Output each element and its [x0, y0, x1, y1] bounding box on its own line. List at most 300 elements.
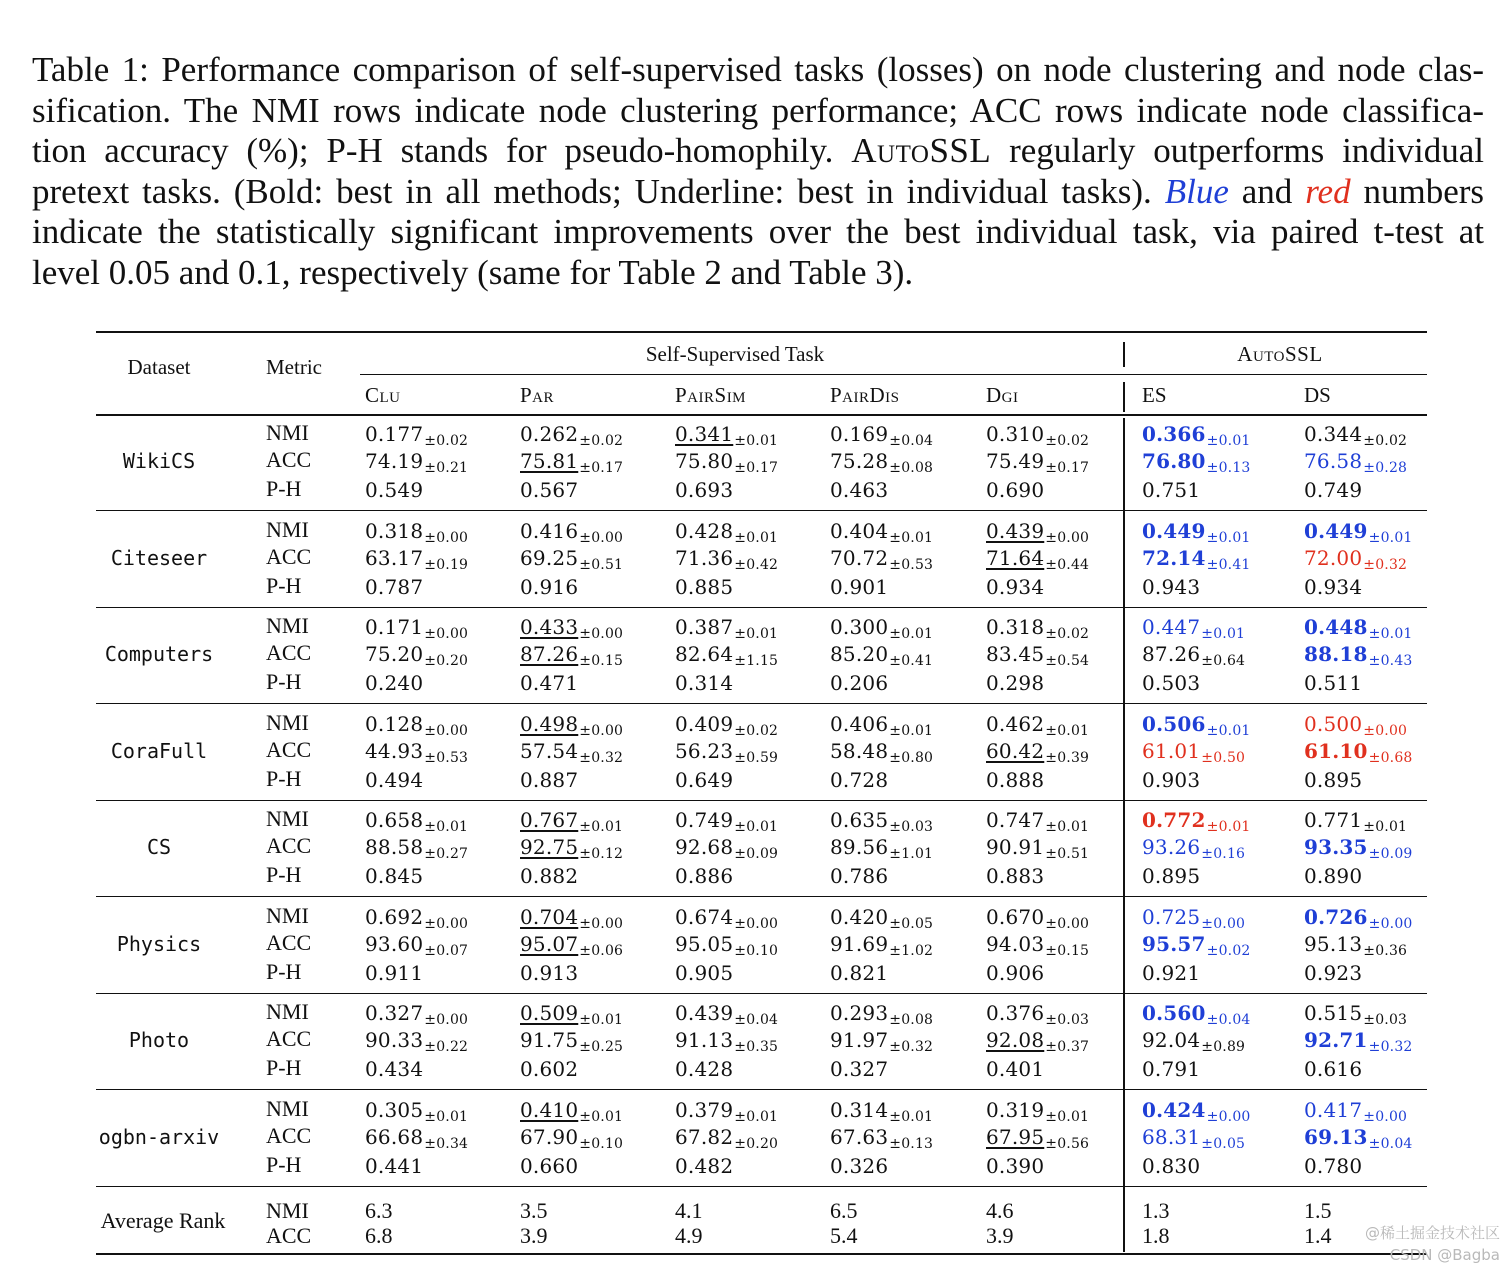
cell-std: ±0.36 — [1363, 942, 1408, 959]
table-cell — [830, 712, 933, 739]
cell-std: ±0.00 — [579, 529, 624, 546]
row-group-rule — [96, 1089, 1427, 1090]
cell-value: 0.934 — [1304, 574, 1363, 599]
cell-value: 0.787 — [365, 574, 424, 599]
table-cell — [830, 615, 933, 642]
average-rank-cell: 6.8 — [365, 1223, 393, 1248]
cell-value: 0.169 — [830, 422, 889, 446]
table-cell — [520, 808, 623, 835]
watermark-line-2: CSDN @Bagba — [1389, 1246, 1500, 1264]
cell-value: 56.23 — [675, 738, 734, 763]
cell-value: 0.602 — [520, 1057, 579, 1081]
table-cell — [986, 642, 1089, 669]
dataset-name: Computers — [104, 642, 214, 666]
metric-label: ACC — [266, 1026, 312, 1051]
cell-value: 0.171 — [365, 615, 424, 639]
table-cell — [365, 478, 423, 502]
cell-value: 95.07 — [520, 931, 579, 956]
table-cell — [1304, 932, 1407, 959]
cell-value: 0.240 — [365, 671, 424, 695]
table-cell — [675, 1125, 778, 1152]
cell-value: 0.901 — [830, 574, 889, 599]
table-cell — [1142, 1001, 1251, 1028]
cell-std: ±0.05 — [1201, 1135, 1246, 1152]
cell-std: ±0.17 — [734, 460, 779, 476]
cell-std: ±0.02 — [734, 722, 779, 739]
table-cell — [675, 478, 733, 502]
table-cell — [986, 905, 1089, 932]
cell-std: ±0.01 — [734, 433, 779, 449]
cell-std: ±0.00 — [1206, 1108, 1251, 1125]
cell-value: 0.923 — [1304, 960, 1363, 985]
cell-std: ±0.34 — [424, 1135, 469, 1152]
cell-value: 0.428 — [675, 1057, 734, 1081]
cell-std: ±0.02 — [1206, 942, 1251, 959]
metric-label: P-H — [266, 476, 302, 501]
cell-value: 74.19 — [365, 449, 424, 473]
cell-value: 0.434 — [365, 1057, 424, 1081]
average-rank-cell: 5.4 — [830, 1223, 858, 1248]
table-cell — [520, 575, 578, 599]
table-cell — [986, 546, 1089, 573]
table-cell — [675, 449, 778, 476]
table-cell — [1142, 449, 1251, 476]
table-cell — [675, 835, 778, 862]
table-cell — [986, 1154, 1044, 1178]
cell-value: 94.03 — [986, 931, 1045, 956]
dataset-name: CoraFull — [110, 738, 208, 763]
metric-label: ACC — [266, 929, 312, 955]
metric-label: NMI — [266, 806, 309, 831]
cell-value: 0.318 — [365, 518, 424, 543]
cell-std: ±0.20 — [734, 1135, 779, 1152]
cell-std: ±0.27 — [424, 846, 469, 862]
cell-value: 0.503 — [1142, 671, 1201, 695]
cell-value: 0.726 — [1304, 904, 1368, 929]
cell-value: 0.560 — [1142, 1001, 1206, 1025]
vertical-separator-header — [1123, 342, 1125, 367]
average-rank-cell: 1.8 — [1142, 1223, 1170, 1248]
cell-value: 75.20 — [365, 642, 424, 666]
cell-value: 0.845 — [365, 864, 424, 888]
cell-std: ±0.68 — [1368, 749, 1413, 766]
table-cell — [520, 864, 578, 888]
cell-std: ±0.32 — [1368, 1039, 1413, 1055]
cell-value: 0.693 — [675, 478, 734, 502]
table-cell — [986, 575, 1044, 599]
column-header-pairsim: PairSim — [675, 383, 747, 407]
cell-std: ±0.25 — [579, 1039, 624, 1055]
cell-std: ±0.17 — [579, 460, 624, 476]
table-cell — [675, 519, 778, 546]
average-rank-cell: 4.6 — [986, 1198, 1014, 1223]
cell-std: ±0.00 — [424, 529, 469, 546]
cell-value: 92.68 — [675, 835, 734, 859]
table-cell — [365, 422, 468, 449]
table-cell — [675, 615, 778, 642]
table-cell — [1304, 546, 1407, 573]
cell-std: ±0.44 — [1045, 556, 1090, 573]
cell-value: 69.25 — [520, 545, 579, 570]
cell-value: 0.890 — [1304, 864, 1363, 888]
cell-value: 0.916 — [520, 574, 579, 599]
cell-std: ±0.42 — [734, 556, 779, 573]
cell-value: 71.36 — [675, 545, 734, 570]
vertical-separator-body — [1123, 418, 1125, 1252]
table-cell — [365, 1028, 468, 1055]
table-cell — [365, 1154, 423, 1178]
table-cell — [986, 932, 1089, 959]
cell-value: 0.690 — [986, 478, 1045, 502]
table-cell — [986, 615, 1089, 642]
cell-std: ±0.00 — [424, 626, 469, 642]
column-header-es: ES — [1142, 383, 1167, 407]
average-rank-cell: 4.9 — [675, 1223, 703, 1248]
cell-std: ±0.00 — [1045, 915, 1090, 932]
metric-label: P-H — [266, 669, 302, 694]
table-cell — [1142, 575, 1200, 599]
metric-label: NMI — [266, 516, 309, 542]
table-cell — [1142, 712, 1251, 739]
cell-value: 91.13 — [675, 1028, 734, 1052]
cell-value: 0.549 — [365, 478, 424, 502]
cell-value: 69.13 — [1304, 1124, 1368, 1149]
cell-std: ±0.37 — [1045, 1039, 1090, 1055]
cell-value: 67.90 — [520, 1124, 579, 1149]
cell-value: 0.379 — [675, 1097, 734, 1122]
cell-std: ±0.01 — [1368, 529, 1413, 546]
table-caption — [32, 50, 1484, 293]
cell-std: ±0.32 — [579, 749, 624, 766]
table-cell — [830, 739, 933, 766]
table-cell — [675, 575, 733, 599]
cell-std: ±0.01 — [734, 529, 779, 546]
table-cell — [1304, 1125, 1413, 1152]
table-cell — [1304, 449, 1407, 476]
vertical-separator-colheader — [1123, 382, 1125, 412]
cell-value: 88.18 — [1304, 642, 1368, 666]
cell-std: ±0.01 — [579, 1108, 624, 1125]
table-cell — [830, 1028, 933, 1055]
metric-label: ACC — [266, 736, 312, 762]
table-cell — [675, 808, 778, 835]
dataset-name: Physics — [116, 931, 202, 956]
row-group-rule — [96, 510, 1427, 511]
cell-std: ±0.00 — [579, 915, 624, 932]
cell-value: 85.20 — [830, 642, 889, 666]
table-cell — [365, 1001, 468, 1028]
table-cell — [1142, 1028, 1245, 1055]
cell-std: ±0.07 — [424, 942, 469, 959]
cell-value: 0.921 — [1142, 960, 1201, 985]
table-cell — [1304, 864, 1362, 888]
table-cell — [1142, 864, 1200, 888]
cell-value: 0.314 — [675, 671, 734, 695]
table-cell — [675, 546, 778, 573]
cell-value: 75.81 — [520, 449, 579, 473]
cell-value: 0.943 — [1142, 574, 1201, 599]
cell-std: ±0.02 — [1045, 433, 1090, 449]
cell-std: ±0.54 — [1045, 653, 1090, 669]
cell-std: ±0.00 — [1201, 915, 1246, 932]
cell-std: ±0.32 — [1363, 556, 1408, 573]
cell-std: ±0.00 — [424, 915, 469, 932]
cell-value: 72.00 — [1304, 545, 1363, 570]
table-cell — [520, 768, 578, 792]
cell-value: 63.17 — [365, 545, 424, 570]
metric-label: ACC — [266, 447, 312, 472]
cell-value: 68.31 — [1142, 1124, 1201, 1149]
table-cell — [1304, 712, 1407, 739]
table-cell — [365, 961, 423, 985]
cell-value: 90.33 — [365, 1028, 424, 1052]
table-cell — [365, 642, 468, 669]
cell-std: ±0.00 — [579, 722, 624, 739]
cell-value: 0.409 — [675, 711, 734, 736]
caption-line-3: tion accuracy (%); P-H stands for pseudo-homophily. AutoSSL regularly outperforms individual — [32, 131, 1485, 170]
table-cell — [986, 519, 1089, 546]
table-cell — [830, 449, 933, 476]
cell-std: ±0.80 — [889, 749, 934, 766]
cell-std: ±0.01 — [1045, 1108, 1090, 1125]
row-group-rule — [96, 703, 1427, 704]
cell-value: 0.449 — [1142, 518, 1206, 543]
table-cell — [520, 478, 578, 502]
cell-std: ±1.15 — [734, 653, 779, 669]
table-cell — [365, 835, 468, 862]
cell-value: 0.515 — [1304, 1001, 1363, 1025]
table-cell — [1304, 739, 1413, 766]
table-cell — [986, 1125, 1089, 1152]
cell-std: ±0.04 — [889, 433, 934, 449]
table-cell — [830, 642, 933, 669]
cell-value: 0.300 — [830, 615, 889, 639]
table-cell — [520, 739, 623, 766]
cell-value: 92.04 — [1142, 1028, 1201, 1052]
table-cell — [1304, 1001, 1407, 1028]
cell-value: 0.616 — [1304, 1057, 1363, 1081]
cell-value: 0.887 — [520, 767, 579, 792]
cell-value: 0.658 — [365, 808, 424, 832]
cell-value: 0.327 — [830, 1057, 889, 1081]
cell-value: 0.885 — [675, 574, 734, 599]
cell-value: 0.747 — [986, 808, 1045, 832]
cell-std: ±0.04 — [1206, 1012, 1251, 1028]
table-cell — [1304, 905, 1413, 932]
table-cell — [520, 519, 623, 546]
cell-value: 75.49 — [986, 449, 1045, 473]
cell-std: ±0.28 — [1363, 460, 1408, 476]
table-cell — [1142, 739, 1245, 766]
table-cell — [830, 808, 933, 835]
table-cell — [1142, 808, 1251, 835]
table-cell — [1304, 835, 1413, 862]
table-cell — [365, 864, 423, 888]
cell-value: 0.326 — [830, 1153, 889, 1178]
cell-value: 95.05 — [675, 931, 734, 956]
cell-value: 0.298 — [986, 671, 1045, 695]
cell-value: 93.60 — [365, 931, 424, 956]
table-cell — [986, 422, 1089, 449]
table-cell — [365, 575, 423, 599]
cell-std: ±0.00 — [734, 915, 779, 932]
column-header-par: Par — [520, 383, 555, 407]
table-cell — [986, 1057, 1044, 1081]
cell-std: ±0.01 — [424, 1108, 469, 1125]
table-cell — [986, 961, 1044, 985]
table-cell — [1304, 422, 1407, 449]
cell-value: 88.58 — [365, 835, 424, 859]
cell-std: ±0.00 — [424, 1012, 469, 1028]
cell-value: 0.749 — [1304, 478, 1363, 502]
cell-std: ±0.09 — [734, 846, 779, 862]
cell-std: ±0.01 — [889, 1108, 934, 1125]
cell-std: ±0.00 — [579, 626, 624, 642]
cell-value: 0.439 — [986, 518, 1045, 543]
cell-std: ±0.64 — [1201, 653, 1246, 669]
table-cell — [675, 905, 778, 932]
caption-line-6: level 0.05 and 0.1, respectively (same for Table 2 and Table 3). — [32, 252, 914, 292]
table-cell — [830, 864, 888, 888]
cell-value: 0.883 — [986, 864, 1045, 888]
cell-value: 0.660 — [520, 1153, 579, 1178]
table-cell — [365, 519, 468, 546]
cell-value: 0.314 — [830, 1097, 889, 1122]
table-cell — [986, 1001, 1089, 1028]
table-cell — [675, 1154, 733, 1178]
table-cell — [675, 642, 778, 669]
cell-value: 0.293 — [830, 1001, 889, 1025]
cell-value: 0.771 — [1304, 808, 1363, 832]
table-cell — [520, 615, 623, 642]
cell-value: 76.58 — [1304, 449, 1363, 473]
table-cell — [830, 546, 933, 573]
cell-std: ±0.51 — [579, 556, 624, 573]
table-cell — [675, 671, 733, 695]
table-cell — [520, 1125, 623, 1152]
table-cell — [1304, 808, 1407, 835]
cell-std: ±0.00 — [1368, 915, 1413, 932]
cell-std: ±0.12 — [579, 846, 624, 862]
table-cell — [520, 1028, 623, 1055]
metric-label: NMI — [266, 1095, 309, 1121]
cell-std: ±0.01 — [889, 529, 934, 546]
cell-value: 0.471 — [520, 671, 579, 695]
table-cell — [986, 739, 1089, 766]
metric-label: P-H — [266, 1151, 302, 1177]
cell-std: ±0.05 — [889, 915, 934, 932]
cell-value: 0.692 — [365, 904, 424, 929]
cell-value: 0.886 — [675, 864, 734, 888]
cell-value: 0.128 — [365, 711, 424, 736]
average-rank-label: Average Rank — [100, 1208, 226, 1233]
dataset-name: Citeseer — [110, 545, 208, 570]
cell-std: ±0.51 — [1045, 846, 1090, 862]
cell-value: 93.26 — [1142, 835, 1201, 859]
table-cell — [830, 671, 888, 695]
cell-value: 61.01 — [1142, 738, 1201, 763]
average-rank-cell: 1.3 — [1142, 1198, 1170, 1223]
cell-value: 0.911 — [365, 960, 424, 985]
cell-value: 0.390 — [986, 1153, 1045, 1178]
metric-label: P-H — [266, 765, 302, 791]
cell-value: 0.206 — [830, 671, 889, 695]
table-cell — [830, 1125, 933, 1152]
cell-value: 0.305 — [365, 1097, 424, 1122]
metric-label: ACC — [266, 1122, 312, 1148]
dataset-name: ogbn-arxiv — [98, 1124, 220, 1149]
cell-std: ±0.03 — [1363, 1012, 1408, 1028]
cell-value: 92.75 — [520, 835, 579, 859]
cell-value: 0.441 — [365, 1153, 424, 1178]
metric-label: P-H — [266, 862, 302, 887]
metric-label: NMI — [266, 613, 309, 638]
table-cell — [1304, 1098, 1407, 1125]
cell-std: ±1.01 — [889, 846, 934, 862]
caption-line-5: indicate the statistically significant improvements over the best individual task, via paired t-test at — [32, 212, 1484, 251]
cell-value: 0.882 — [520, 864, 579, 888]
row-group-rule — [96, 800, 1427, 801]
table-cell — [830, 519, 933, 546]
top-rule — [96, 331, 1427, 333]
metric-label: NMI — [266, 420, 309, 445]
cell-value: 0.341 — [675, 422, 734, 446]
cell-value: 0.905 — [675, 960, 734, 985]
cell-value: 0.401 — [986, 1057, 1045, 1081]
cell-std: ±0.01 — [889, 722, 934, 739]
table-cell — [986, 1028, 1089, 1055]
cell-value: 91.97 — [830, 1028, 889, 1052]
cell-std: ±0.01 — [1045, 722, 1090, 739]
table-cell — [1142, 932, 1251, 959]
table-cell — [1304, 768, 1362, 792]
cell-std: ±0.01 — [1206, 722, 1251, 739]
table-cell — [1142, 1057, 1200, 1081]
table-cell — [365, 671, 423, 695]
cell-value: 0.635 — [830, 808, 889, 832]
table-cell — [986, 808, 1089, 835]
table-cell — [1142, 961, 1200, 985]
cell-value: 57.54 — [520, 738, 579, 763]
average-rank-cell: 3.9 — [986, 1223, 1014, 1248]
cell-value: 0.416 — [520, 518, 579, 543]
cell-std: ±0.01 — [889, 626, 934, 642]
table-cell — [1142, 642, 1245, 669]
cell-value: 0.376 — [986, 1001, 1045, 1025]
metric-label: P-H — [266, 958, 302, 984]
cell-std: ±0.08 — [889, 460, 934, 476]
table-cell — [365, 905, 468, 932]
cell-std: ±0.01 — [424, 819, 469, 835]
table-cell — [520, 712, 623, 739]
table-cell — [830, 1057, 888, 1081]
cell-std: ±0.02 — [424, 433, 469, 449]
table-cell — [1142, 1125, 1245, 1152]
cell-std: ±0.01 — [734, 626, 779, 642]
metric-label: ACC — [266, 640, 312, 665]
cell-value: 60.42 — [986, 738, 1045, 763]
table-cell — [520, 671, 578, 695]
cell-value: 0.674 — [675, 904, 734, 929]
table-cell — [1304, 1057, 1362, 1081]
cell-std: ±0.09 — [1368, 846, 1413, 862]
table-cell — [520, 961, 578, 985]
cell-value: 0.439 — [675, 1001, 734, 1025]
cell-value: 0.500 — [1304, 711, 1363, 736]
table-cell — [830, 1001, 933, 1028]
cell-std: ±0.00 — [1363, 1108, 1408, 1125]
cell-std: ±0.01 — [1045, 819, 1090, 835]
